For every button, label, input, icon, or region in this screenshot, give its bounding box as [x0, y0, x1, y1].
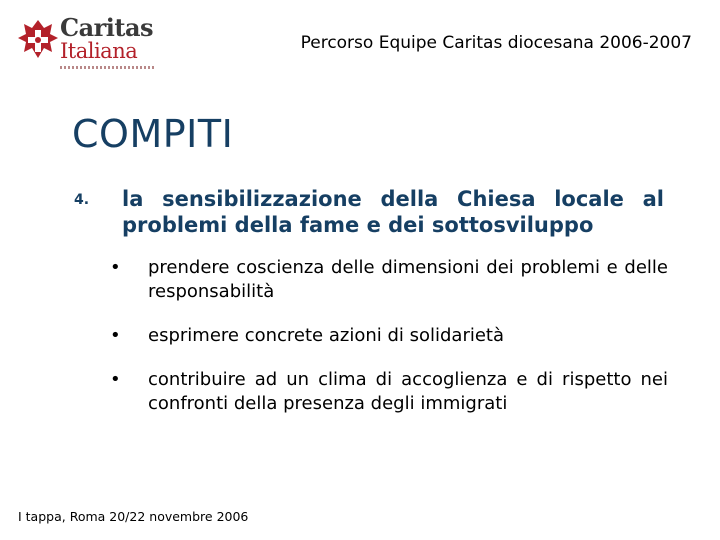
bullet-icon: •: [110, 325, 121, 346]
page-title: COMPITI: [72, 112, 234, 156]
bullet-text: prendere coscienza delle dimensioni dei problemi e delle responsabilità: [148, 257, 668, 302]
point-number: 4.: [74, 192, 90, 208]
list-item: [108, 324, 668, 348]
caritas-logo: [18, 13, 154, 68]
point-text: la sensibilizzazione della Chiesa locale al problemi della fame e dei sottosviluppo: [122, 187, 664, 237]
list-item: [108, 256, 668, 304]
bullet-icon: •: [110, 257, 121, 278]
footer-note: I tappa, Roma 20/22 novembre 2006: [18, 509, 249, 524]
main-point: [74, 186, 664, 238]
list-item: [108, 368, 668, 416]
logo-line-1: Caritas: [60, 13, 154, 42]
bullet-text: contribuire ad un clima di accoglienza e di rispetto nei confronti della presenza degli immigrati: [148, 369, 668, 414]
bullet-icon: •: [110, 369, 121, 390]
bullet-list: [108, 256, 668, 416]
header-title: Percorso Equipe Caritas diocesana 2006-2007: [300, 33, 692, 53]
caritas-cross-logo-icon: [18, 18, 58, 64]
bullet-text: esprimere concrete azioni di solidarietà: [148, 325, 505, 346]
logo-line-2: Italiana: [60, 39, 138, 63]
logo-tagline: [60, 66, 156, 69]
